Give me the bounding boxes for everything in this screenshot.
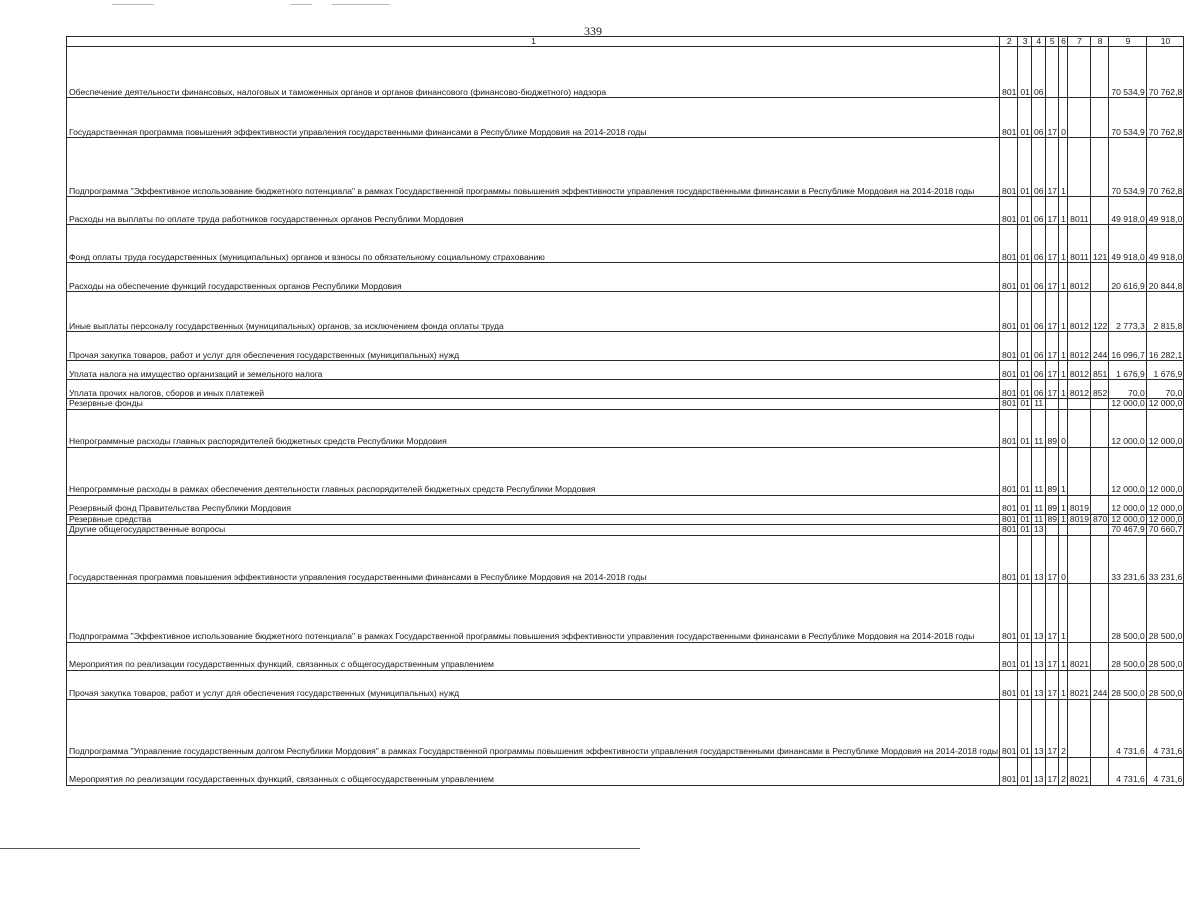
amount-2016-cell: 12 000,0	[1146, 447, 1183, 495]
ministry-code-cell: 801	[1000, 535, 1018, 583]
name-cell: Прочая закупка товаров, работ и услуг для обеспечения государственных (муниципальных) нужд	[67, 670, 1000, 699]
program-cell	[1045, 47, 1059, 98]
name-cell: Резервные средства	[67, 514, 1000, 524]
name-cell: Непрограммные расходы в рамках обеспечения деятельности главных распорядителей бюджетных средств Республики Мордовия	[67, 447, 1000, 495]
expense-type-cell: 852	[1090, 380, 1108, 399]
section-cell: 01	[1018, 670, 1032, 699]
table-row	[67, 197, 1184, 225]
subprogram-cell	[1059, 47, 1068, 98]
column-header-6: 6	[1059, 37, 1068, 47]
subprogram-cell: 1	[1059, 361, 1068, 380]
section-cell: 01	[1018, 583, 1032, 642]
program-cell: 17	[1045, 225, 1059, 263]
table-row	[67, 332, 1184, 361]
ministry-code-cell: 801	[1000, 447, 1018, 495]
amount-2016-cell: 33 231,6	[1146, 535, 1183, 583]
amount-2015-cell: 70,0	[1109, 380, 1146, 399]
section-cell: 01	[1018, 197, 1032, 225]
subsection-cell: 11	[1031, 399, 1045, 409]
subprogram-cell: 0	[1059, 535, 1068, 583]
amount-2015-cell: 12 000,0	[1109, 514, 1146, 524]
article-cell: 8019	[1067, 514, 1090, 524]
table-row	[67, 225, 1184, 263]
table-row	[67, 399, 1184, 409]
name-cell: Уплата прочих налогов, сборов и иных платежей	[67, 380, 1000, 399]
amount-2015-cell: 70 534,9	[1109, 138, 1146, 197]
article-cell: 8012	[1067, 292, 1090, 332]
ministry-code-cell: 801	[1000, 197, 1018, 225]
section-cell: 01	[1018, 399, 1032, 409]
scan-mark	[112, 4, 154, 5]
subsection-cell: 11	[1031, 409, 1045, 447]
subprogram-cell: 1	[1059, 583, 1068, 642]
subprogram-cell: 1	[1059, 495, 1068, 514]
program-cell: 89	[1045, 495, 1059, 514]
scan-mark	[332, 4, 390, 5]
subprogram-cell	[1059, 525, 1068, 535]
program-cell: 89	[1045, 514, 1059, 524]
subsection-cell: 06	[1031, 225, 1045, 263]
table-row	[67, 263, 1184, 292]
table-row	[67, 535, 1184, 583]
section-cell: 01	[1018, 535, 1032, 583]
expense-type-cell: 244	[1090, 332, 1108, 361]
table-header	[67, 37, 1184, 47]
amount-2016-cell: 16 282,1	[1146, 332, 1183, 361]
expense-type-cell	[1090, 197, 1108, 225]
table-row	[67, 699, 1184, 757]
section-cell: 01	[1018, 409, 1032, 447]
name-cell: Резервный фонд Правительства Республики Мордовия	[67, 495, 1000, 514]
expense-type-cell: 851	[1090, 361, 1108, 380]
column-header-4: 4	[1031, 37, 1045, 47]
article-cell: 8011	[1067, 197, 1090, 225]
section-cell: 01	[1018, 699, 1032, 757]
subprogram-cell: 1	[1059, 642, 1068, 670]
name-cell: Прочая закупка товаров, работ и услуг для обеспечения государственных (муниципальных) нужд	[67, 332, 1000, 361]
amount-2016-cell: 4 731,6	[1146, 757, 1183, 785]
article-cell	[1067, 98, 1090, 138]
program-cell: 89	[1045, 447, 1059, 495]
section-cell: 01	[1018, 98, 1032, 138]
article-cell: 8012	[1067, 332, 1090, 361]
section-cell: 01	[1018, 47, 1032, 98]
expense-type-cell	[1090, 583, 1108, 642]
ministry-code-cell: 801	[1000, 642, 1018, 670]
ministry-code-cell: 801	[1000, 47, 1018, 98]
column-header-9: 9	[1109, 37, 1146, 47]
column-header-1: 1	[67, 37, 1000, 47]
amount-2015-cell: 49 918,0	[1109, 197, 1146, 225]
amount-2016-cell: 70 660,7	[1146, 525, 1183, 535]
amount-2015-cell: 12 000,0	[1109, 447, 1146, 495]
amount-2016-cell: 20 844,8	[1146, 263, 1183, 292]
subsection-cell: 06	[1031, 138, 1045, 197]
amount-2015-cell: 1 676,9	[1109, 361, 1146, 380]
table-row	[67, 670, 1184, 699]
name-cell: Обеспечение деятельности финансовых, налоговых и таможенных органов и органов финансового (финансово-бюджетного) надзора	[67, 47, 1000, 98]
table-row	[67, 138, 1184, 197]
program-cell: 89	[1045, 409, 1059, 447]
article-cell	[1067, 47, 1090, 98]
subprogram-cell: 1	[1059, 263, 1068, 292]
program-cell	[1045, 399, 1059, 409]
amount-2015-cell: 4 731,6	[1109, 699, 1146, 757]
subsection-cell: 13	[1031, 670, 1045, 699]
article-cell: 8012	[1067, 263, 1090, 292]
name-cell: Государственная программа повышения эффективности управления государственными финансами в Республике Мордовия на 2014-2018 годы	[67, 98, 1000, 138]
amount-2015-cell: 12 000,0	[1109, 399, 1146, 409]
expense-type-cell	[1090, 757, 1108, 785]
column-header-7: 7	[1067, 37, 1090, 47]
program-cell	[1045, 525, 1059, 535]
name-cell: Подпрограмма "Эффективное использование бюджетного потенциала" в рамках Государственной программы повышения эффективности управления государственными финансами в Республике Мордовия на 2014-2018 годы	[67, 583, 1000, 642]
program-cell: 17	[1045, 138, 1059, 197]
column-header-2: 2	[1000, 37, 1018, 47]
article-cell: 8011	[1067, 225, 1090, 263]
subprogram-cell: 2	[1059, 757, 1068, 785]
amount-2015-cell: 12 000,0	[1109, 495, 1146, 514]
name-cell: Фонд оплаты труда государственных (муниципальных) органов и взносы по обязательному социальному страхованию	[67, 225, 1000, 263]
article-cell: 8021	[1067, 642, 1090, 670]
amount-2016-cell: 28 500,0	[1146, 670, 1183, 699]
amount-2016-cell: 28 500,0	[1146, 583, 1183, 642]
column-header-5: 5	[1045, 37, 1059, 47]
subsection-cell: 13	[1031, 699, 1045, 757]
table-row	[67, 583, 1184, 642]
article-cell	[1067, 447, 1090, 495]
amount-2015-cell: 70 467,9	[1109, 525, 1146, 535]
subprogram-cell: 1	[1059, 225, 1068, 263]
expense-type-cell	[1090, 47, 1108, 98]
article-cell	[1067, 699, 1090, 757]
subsection-cell: 06	[1031, 361, 1045, 380]
amount-2015-cell: 12 000,0	[1109, 409, 1146, 447]
name-cell: Уплата налога на имущество организаций и земельного налога	[67, 361, 1000, 380]
subprogram-cell: 0	[1059, 409, 1068, 447]
expense-type-cell: 870	[1090, 514, 1108, 524]
subprogram-cell: 1	[1059, 447, 1068, 495]
expense-type-cell	[1090, 447, 1108, 495]
ministry-code-cell: 801	[1000, 757, 1018, 785]
subprogram-cell: 1	[1059, 332, 1068, 361]
table-row	[67, 98, 1184, 138]
amount-2015-cell: 70 534,9	[1109, 47, 1146, 98]
ministry-code-cell: 801	[1000, 138, 1018, 197]
bottom-rule	[0, 848, 640, 849]
subprogram-cell: 2	[1059, 699, 1068, 757]
subprogram-cell: 1	[1059, 197, 1068, 225]
section-cell: 01	[1018, 642, 1032, 670]
amount-2015-cell: 2 773,3	[1109, 292, 1146, 332]
ministry-code-cell: 801	[1000, 409, 1018, 447]
name-cell: Мероприятия по реализации государственных функций, связанных с общегосударственным управлением	[67, 757, 1000, 785]
name-cell: Расходы на выплаты по оплате труда работников государственных органов Республики Мордовия	[67, 197, 1000, 225]
ministry-code-cell: 801	[1000, 263, 1018, 292]
section-cell: 01	[1018, 263, 1032, 292]
expense-type-cell	[1090, 525, 1108, 535]
expense-type-cell	[1090, 699, 1108, 757]
article-cell: 8019	[1067, 495, 1090, 514]
subsection-cell: 13	[1031, 583, 1045, 642]
program-cell: 17	[1045, 292, 1059, 332]
program-cell: 17	[1045, 642, 1059, 670]
section-cell: 01	[1018, 514, 1032, 524]
subsection-cell: 13	[1031, 757, 1045, 785]
expense-type-cell	[1090, 642, 1108, 670]
ministry-code-cell: 801	[1000, 225, 1018, 263]
name-cell: Подпрограмма "Управление государственным долгом Республики Мордовия" в рамках Государственной программы повышения эффективности управления государственными финансами в Республике Мордовия на 2014-2018 годы	[67, 699, 1000, 757]
program-cell: 17	[1045, 197, 1059, 225]
subprogram-cell: 1	[1059, 138, 1068, 197]
amount-2015-cell: 28 500,0	[1109, 583, 1146, 642]
ministry-code-cell: 801	[1000, 495, 1018, 514]
table-row	[67, 757, 1184, 785]
article-cell	[1067, 138, 1090, 197]
amount-2016-cell: 12 000,0	[1146, 409, 1183, 447]
subsection-cell: 13	[1031, 535, 1045, 583]
expense-type-cell	[1090, 98, 1108, 138]
section-cell: 01	[1018, 292, 1032, 332]
expense-type-cell: 122	[1090, 292, 1108, 332]
amount-2015-cell: 33 231,6	[1109, 535, 1146, 583]
ministry-code-cell: 801	[1000, 583, 1018, 642]
program-cell: 17	[1045, 380, 1059, 399]
table-row	[67, 495, 1184, 514]
table-row	[67, 47, 1184, 98]
article-cell: 8021	[1067, 670, 1090, 699]
subsection-cell: 11	[1031, 447, 1045, 495]
subsection-cell: 13	[1031, 642, 1045, 670]
amount-2016-cell: 4 731,6	[1146, 699, 1183, 757]
subsection-cell: 13	[1031, 525, 1045, 535]
name-cell: Мероприятия по реализации государственных функций, связанных с общегосударственным управлением	[67, 642, 1000, 670]
article-cell	[1067, 409, 1090, 447]
section-cell: 01	[1018, 757, 1032, 785]
program-cell: 17	[1045, 699, 1059, 757]
ministry-code-cell: 801	[1000, 361, 1018, 380]
amount-2016-cell: 12 000,0	[1146, 514, 1183, 524]
name-cell: Подпрограмма "Эффективное использование бюджетного потенциала" в рамках Государственной программы повышения эффективности управления государственными финансами в Республике Мордовия на 2014-2018 годы	[67, 138, 1000, 197]
table-row	[67, 525, 1184, 535]
article-cell: 8012	[1067, 380, 1090, 399]
section-cell: 01	[1018, 138, 1032, 197]
table-row	[67, 380, 1184, 399]
section-cell: 01	[1018, 361, 1032, 380]
subprogram-cell: 1	[1059, 514, 1068, 524]
subsection-cell: 06	[1031, 98, 1045, 138]
amount-2016-cell: 2 815,8	[1146, 292, 1183, 332]
subprogram-cell	[1059, 399, 1068, 409]
section-cell: 01	[1018, 525, 1032, 535]
subsection-cell: 06	[1031, 332, 1045, 361]
article-cell	[1067, 535, 1090, 583]
subsection-cell: 06	[1031, 380, 1045, 399]
subsection-cell: 06	[1031, 197, 1045, 225]
amount-2016-cell: 28 500,0	[1146, 642, 1183, 670]
subprogram-cell: 1	[1059, 292, 1068, 332]
amount-2016-cell: 12 000,0	[1146, 495, 1183, 514]
ministry-code-cell: 801	[1000, 670, 1018, 699]
amount-2016-cell: 1 676,9	[1146, 361, 1183, 380]
table-row	[67, 642, 1184, 670]
program-cell: 17	[1045, 757, 1059, 785]
amount-2015-cell: 28 500,0	[1109, 670, 1146, 699]
subsection-cell: 06	[1031, 47, 1045, 98]
ministry-code-cell: 801	[1000, 98, 1018, 138]
ministry-code-cell: 801	[1000, 699, 1018, 757]
expense-type-cell: 121	[1090, 225, 1108, 263]
section-cell: 01	[1018, 447, 1032, 495]
expense-type-cell	[1090, 138, 1108, 197]
amount-2015-cell: 4 731,6	[1109, 757, 1146, 785]
name-cell: Непрограммные расходы главных распорядителей бюджетных средств Республики Мордовия	[67, 409, 1000, 447]
subprogram-cell: 1	[1059, 670, 1068, 699]
subsection-cell: 11	[1031, 514, 1045, 524]
expense-type-cell	[1090, 409, 1108, 447]
amount-2016-cell: 70 762,8	[1146, 47, 1183, 98]
section-cell: 01	[1018, 380, 1032, 399]
header-row	[67, 37, 1184, 47]
section-cell: 01	[1018, 225, 1032, 263]
program-cell: 17	[1045, 670, 1059, 699]
subprogram-cell: 1	[1059, 380, 1068, 399]
ministry-code-cell: 801	[1000, 332, 1018, 361]
ministry-code-cell: 801	[1000, 292, 1018, 332]
ministry-code-cell: 801	[1000, 514, 1018, 524]
ministry-code-cell: 801	[1000, 399, 1018, 409]
amount-2015-cell: 49 918,0	[1109, 225, 1146, 263]
table-row	[67, 409, 1184, 447]
table-body	[67, 47, 1184, 785]
table-row	[67, 514, 1184, 524]
amount-2016-cell: 49 918,0	[1146, 225, 1183, 263]
table-row	[67, 292, 1184, 332]
article-cell	[1067, 525, 1090, 535]
program-cell: 17	[1045, 583, 1059, 642]
article-cell	[1067, 583, 1090, 642]
subsection-cell: 06	[1031, 292, 1045, 332]
subprogram-cell: 0	[1059, 98, 1068, 138]
amount-2015-cell: 70 534,9	[1109, 98, 1146, 138]
expense-type-cell	[1090, 535, 1108, 583]
ministry-code-cell: 801	[1000, 525, 1018, 535]
name-cell: Резервные фонды	[67, 399, 1000, 409]
article-cell: 8021	[1067, 757, 1090, 785]
expense-type-cell: 244	[1090, 670, 1108, 699]
name-cell: Расходы на обеспечение функций государственных органов Республики Мордовия	[67, 263, 1000, 292]
expense-type-cell	[1090, 495, 1108, 514]
amount-2015-cell: 28 500,0	[1109, 642, 1146, 670]
column-header-8: 8	[1090, 37, 1108, 47]
program-cell: 17	[1045, 98, 1059, 138]
column-header-3: 3	[1018, 37, 1032, 47]
amount-2016-cell: 12 000,0	[1146, 399, 1183, 409]
program-cell: 17	[1045, 535, 1059, 583]
amount-2016-cell: 70,0	[1146, 380, 1183, 399]
name-cell: Другие общегосударственные вопросы	[67, 525, 1000, 535]
table-row	[67, 361, 1184, 380]
name-cell: Государственная программа повышения эффективности управления государственными финансами в Республике Мордовия на 2014-2018 годы	[67, 535, 1000, 583]
program-cell: 17	[1045, 361, 1059, 380]
page-number: 339	[584, 24, 602, 38]
ministry-code-cell: 801	[1000, 380, 1018, 399]
section-cell: 01	[1018, 495, 1032, 514]
amount-2016-cell: 70 762,8	[1146, 98, 1183, 138]
article-cell	[1067, 399, 1090, 409]
expense-type-cell	[1090, 263, 1108, 292]
subsection-cell: 11	[1031, 495, 1045, 514]
program-cell: 17	[1045, 332, 1059, 361]
section-cell: 01	[1018, 332, 1032, 361]
budget-table	[66, 36, 1184, 786]
subsection-cell: 06	[1031, 263, 1045, 292]
column-header-10: 10	[1146, 37, 1183, 47]
article-cell: 8012	[1067, 361, 1090, 380]
scan-mark	[290, 4, 312, 5]
table-row	[67, 447, 1184, 495]
amount-2016-cell: 49 918,0	[1146, 197, 1183, 225]
program-cell: 17	[1045, 263, 1059, 292]
amount-2015-cell: 20 616,9	[1109, 263, 1146, 292]
amount-2015-cell: 16 096,7	[1109, 332, 1146, 361]
amount-2016-cell: 70 762,8	[1146, 138, 1183, 197]
expense-type-cell	[1090, 399, 1108, 409]
name-cell: Иные выплаты персоналу государственных (муниципальных) органов, за исключением фонда оплаты труда	[67, 292, 1000, 332]
